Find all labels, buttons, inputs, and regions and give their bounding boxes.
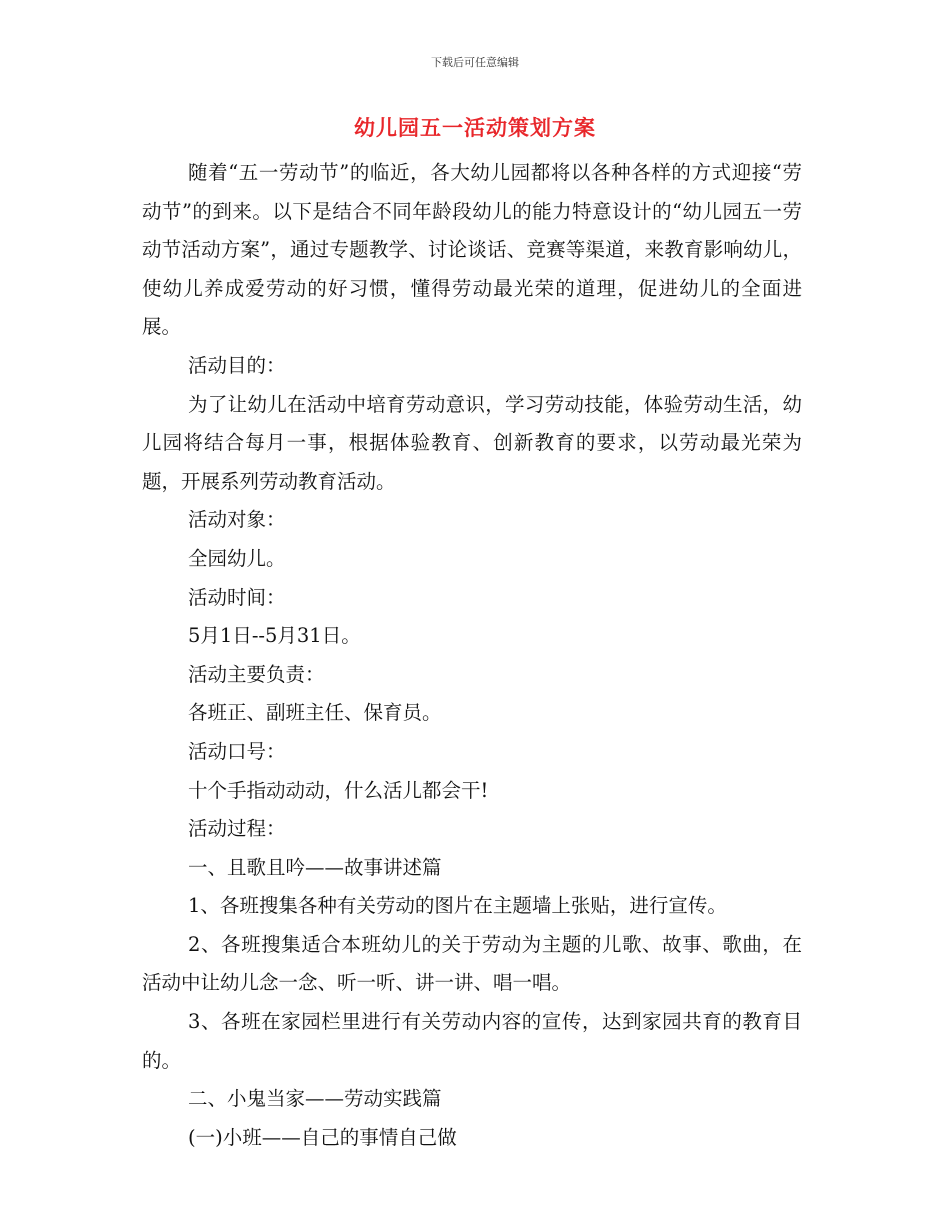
- list-item-1: 1、各班搜集各种有关劳动的图片在主题墙上张贴，进行宣传。: [188, 894, 727, 918]
- header-note: 下载后可任意编辑: [431, 56, 519, 69]
- document-body: [142, 154, 802, 1157]
- slogan-paragraph: 十个手指动动动，什么活儿都会干!: [188, 778, 489, 802]
- time-paragraph: 5月1日--5月31日。: [188, 624, 361, 648]
- intro-paragraph: 随着“五一劳动节”的临近，各大幼儿园都将以各种各样的方式迎接“劳动节”的到来。以下是结合不同年龄段幼儿的能力特意设计的“幼儿园五一劳动节活动方案”，通过专题教学、讨论谈话、竞赛等渠道，来教育影响幼儿，使幼儿养成爱劳动的好习惯，懂得劳动最光荣的道理，促进幼儿的全面进展。: [142, 161, 802, 339]
- section-heading-process: 活动过程：: [188, 817, 286, 841]
- purpose-paragraph: 为了让幼儿在活动中培育劳动意识，学习劳动技能，体验劳动生活，幼儿园将结合每月一事，根据体验教育、创新教育的要求，以劳动最光荣为题，开展系列劳动教育活动。: [142, 392, 802, 493]
- section-heading-purpose: 活动目的：: [188, 353, 286, 377]
- target-paragraph: 全园幼儿。: [188, 546, 286, 570]
- section-heading-slogan: 活动口号：: [188, 739, 286, 763]
- document-title: 幼儿园五一活动策划方案: [354, 116, 596, 140]
- section-heading-target: 活动对象：: [188, 508, 286, 532]
- subsection-heading-story: 一、且歌且吟——故事讲述篇: [188, 855, 442, 879]
- list-item-2: 2、各班搜集适合本班幼儿的关于劳动为主题的儿歌、故事、歌曲，在活动中让幼儿念一念、听一听、讲一讲、唱一唱。: [142, 932, 802, 995]
- section-heading-time: 活动时间：: [188, 585, 286, 609]
- responsible-paragraph: 各班正、副班主任、保育员。: [188, 701, 442, 725]
- list-item-3: 3、各班在家园栏里进行有关劳动内容的宣传，达到家园共育的教育目的。: [142, 1010, 802, 1072]
- subsection-heading-small-class: (一)小班——自己的事情自己做: [188, 1125, 457, 1149]
- section-heading-responsible: 活动主要负责：: [188, 662, 325, 686]
- subsection-heading-practice: 二、小鬼当家——劳动实践篇: [188, 1087, 442, 1111]
